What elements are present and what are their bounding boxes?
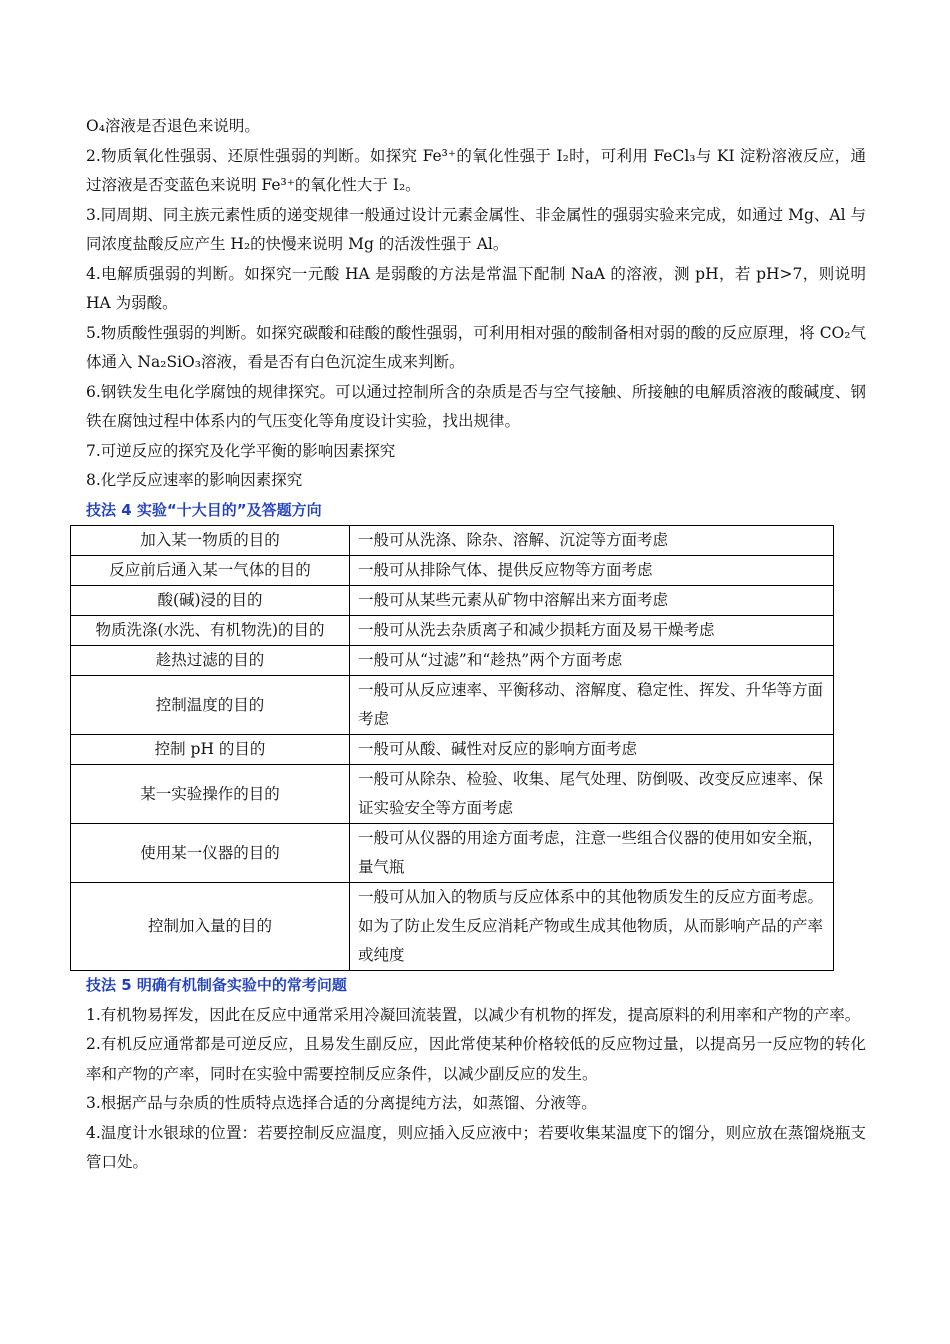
direction-cell: 一般可从某些元素从矿物中溶解出来方面考虑 [350,586,834,616]
direction-cell: 一般可从洗去杂质离子和减少损耗方面及易干燥考虑 [350,616,834,646]
document-page [86,112,866,1178]
paragraph: 2.物质氧化性强弱、还原性强弱的判断。如探究 Fe³⁺的氧化性强于 I₂时，可利用 FeCl₃与 KI 淀粉溶液反应，通过溶液是否变蓝色来说明 Fe³⁺的氧化性大于 I₂。 [86,146,866,194]
purpose-cell: 某一实验操作的目的 [71,765,350,824]
direction-cell: 一般可从“过滤”和“趁热”两个方面考虑 [350,646,834,676]
paragraph: O₄溶液是否退色来说明。 [86,117,260,135]
purpose-cell: 控制温度的目的 [71,676,350,735]
direction-cell: 一般可从排除气体、提供反应物等方面考虑 [350,556,834,586]
section-heading-5: 技法 5 明确有机制备实验中的常考问题 [86,976,347,994]
purpose-cell: 加入某一物质的目的 [71,526,350,556]
direction-cell: 一般可从酸、碱性对反应的影响方面考虑 [350,735,834,765]
direction-cell: 一般可从洗涤、除杂、溶解、沉淀等方面考虑 [350,526,834,556]
direction-cell: 一般可从仪器的用途方面考虑，注意一些组合仪器的使用如安全瓶，量气瓶 [350,824,834,883]
table-row [71,646,834,676]
paragraph: 3.根据产品与杂质的性质特点选择合适的分离提纯方法，如蒸馏、分液等。 [86,1094,597,1112]
paragraph: 7.可逆反应的探究及化学平衡的影响因素探究 [86,441,396,460]
table-row [71,765,834,824]
table-row [71,586,834,616]
section-heading-4: 技法 4 实验“十大目的”及答题方向 [86,500,322,519]
table-row [71,735,834,765]
table-row [71,824,834,883]
paragraph: 6.钢铁发生电化学腐蚀的规律探究。可以通过控制所含的杂质是否与空气接触、所接触的电解质溶液的酸碱度、钢铁在腐蚀过程中体系内的气压变化等角度设计实验，找出规律。 [86,382,866,430]
purpose-cell: 使用某一仪器的目的 [71,824,350,883]
table-row [71,526,834,556]
purpose-cell: 控制 pH 的目的 [71,735,350,765]
purpose-cell: 反应前后通入某一气体的目的 [71,556,350,586]
purpose-cell: 酸(碱)浸的目的 [71,586,350,616]
direction-cell: 一般可从除杂、检验、收集、尾气处理、防倒吸、改变反应速率、保证实验安全等方面考虑 [350,765,834,824]
purpose-cell: 趁热过滤的目的 [71,646,350,676]
paragraph: 4.温度计水银球的位置：若要控制反应温度，则应插入反应液中；若要收集某温度下的馏分，则应放在蒸馏烧瓶支管口处。 [86,1123,866,1171]
paragraph: 5.物质酸性强弱的判断。如探究碳酸和硅酸的酸性强弱，可利用相对强的酸制备相对弱的酸的反应原理，将 CO₂气体通入 Na₂SiO₃溶液，看是否有白色沉淀生成来判断。 [86,323,866,371]
paragraph: 1.有机物易挥发，因此在反应中通常采用冷凝回流装置，以减少有机物的挥发，提高原料的利用率和产物的产率。 [86,1005,861,1024]
direction-cell: 一般可从反应速率、平衡移动、溶解度、稳定性、挥发、升华等方面考虑 [350,676,834,735]
paragraph: 3.同周期、同主族元素性质的递变规律一般通过设计元素金属性、非金属性的强弱实验来完成，如通过 Mg、Al 与同浓度盐酸反应产生 H₂的快慢来说明 Mg 的活泼性强于 Al。 [86,205,866,253]
table-row [71,616,834,646]
paragraph: 4.电解质强弱的判断。如探究一元酸 HA 是弱酸的方法是常温下配制 NaA 的溶液，测 pH，若 pH>7，则说明 HA 为弱酸。 [86,264,866,312]
experiment-purpose-table [70,525,834,971]
paragraph: 2.有机反应通常都是可逆反应，且易发生副反应，因此常使某种价格较低的反应物过量，以提高另一反应物的转化率和产物的产率，同时在实验中需要控制反应条件，以减少副反应的发生。 [86,1035,866,1083]
table-row [71,556,834,586]
direction-cell: 一般可从加入的物质与反应体系中的其他物质发生的反应方面考虑。如为了防止发生反应消耗产物或生成其他物质，从而影响产品的产率或纯度 [350,883,834,971]
table-row [71,676,834,735]
purpose-cell: 控制加入量的目的 [71,883,350,971]
paragraph: 8.化学反应速率的影响因素探究 [86,471,303,489]
purpose-cell: 物质洗涤(水洗、有机物洗)的目的 [71,616,350,646]
table-row [71,883,834,971]
